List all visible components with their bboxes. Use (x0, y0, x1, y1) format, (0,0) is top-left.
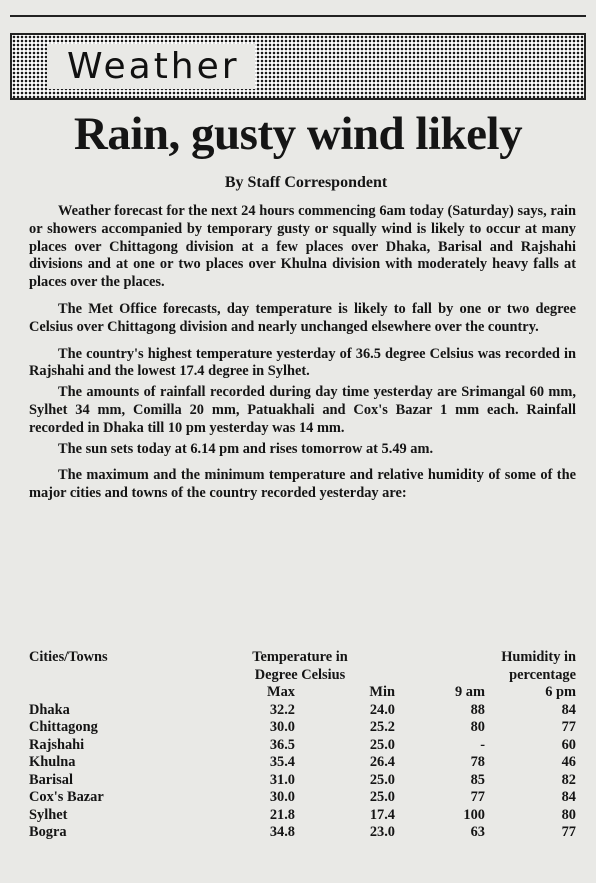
byline: By Staff Correspondent (224, 174, 388, 191)
subheader-spacer (29, 684, 205, 702)
cell-min: 26.4 (369, 754, 395, 770)
cell-city: Dhaka (29, 701, 70, 718)
cell-humidity-pm: 84 (561, 701, 576, 718)
cell-humidity-am: 88 (470, 701, 485, 718)
paragraph: The Met Office forecasts, day temperature is likely to fall by one or two degree Celsius over Chittagong division and nearly unchanged elsewhere over the country. (29, 300, 576, 335)
col-header-temperature (205, 649, 395, 667)
cell-max: 30.0 (269, 719, 295, 735)
header-spacer (29, 667, 205, 685)
cell-humidity-am: 78 (470, 754, 485, 770)
paragraph: The maximum and the minimum temperature and relative humidity of some of the major cities and towns of the country recorded yesterday are: (29, 467, 576, 502)
table-row (29, 789, 576, 807)
col-header-max: Max (267, 684, 295, 700)
cell-city: Barisal (29, 771, 73, 788)
cell-max: 35.4 (269, 754, 295, 770)
table-row (29, 754, 576, 772)
cell-max: 32.2 (269, 701, 295, 718)
cell-humidity-am: 77 (470, 789, 485, 805)
cell-city: Rajshahi (29, 736, 85, 753)
cell-city: Chittagong (29, 719, 98, 735)
cell-min: 25.0 (369, 771, 395, 788)
cell-humidity-pm: 77 (561, 719, 576, 735)
cell-city: Sylhet (29, 806, 68, 823)
cell-min: 25.0 (369, 789, 395, 805)
cell-humidity-pm: 46 (561, 754, 576, 770)
cell-max: 21.8 (269, 806, 295, 823)
cell-city: Cox's Bazar (29, 789, 104, 805)
cell-min: 23.0 (369, 824, 395, 840)
col-header-9am: 9 am (455, 684, 485, 700)
table-row (29, 807, 576, 825)
cell-humidity-pm: 80 (561, 806, 576, 823)
paragraph: The sun sets today at 6.14 pm and rises tomorrow at 5.49 am. (58, 440, 434, 457)
table-row (29, 702, 576, 720)
table-row (29, 719, 576, 737)
cell-city: Bogra (29, 824, 67, 840)
headline: Rain, gusty wind likely (73, 108, 523, 160)
col-header-city: Cities/Towns (29, 649, 108, 665)
cell-max: 34.8 (269, 824, 295, 840)
weather-table (29, 649, 576, 842)
col-header-humidity (395, 649, 576, 667)
table-header-row (29, 667, 576, 685)
temp-header-line2: Degree Celsius (254, 666, 346, 683)
cell-humidity-pm: 60 (561, 736, 576, 753)
table-header-row (29, 649, 576, 667)
top-rule (10, 15, 586, 17)
paragraph: Weather forecast for the next 24 hours commencing 6am today (Saturday) says, rain or showers accompanied by temporary gusty or squally wind is likely to occur at many places over Chittagong division at a few places over Dhaka, Barisal and Rajshahi divisions and at one or two places over Khulna division with moderately heavy falls at places over the places. (29, 203, 576, 291)
cell-humidity-am: 80 (470, 719, 485, 735)
cell-humidity-am: 100 (463, 806, 485, 823)
table-subheader-row (29, 684, 576, 702)
paragraph: The amounts of rainfall recorded during day time yesterday are Srimangal 60 mm, Sylhet 34 mm, Comilla 20 mm, Patuakhali and Cox's Bazar 1 mm each. Rainfall recorded in Dhaka till 10 pm yesterday was 14 mm. (29, 384, 576, 436)
cell-humidity-pm: 77 (561, 824, 576, 840)
cell-humidity-pm: 84 (561, 789, 576, 805)
cell-min: 24.0 (369, 701, 395, 718)
cell-humidity-am: 85 (470, 771, 485, 788)
cell-max: 36.5 (269, 736, 295, 753)
paragraph: The country's highest temperature yesterday of 36.5 degree Celsius was recorded in Rajshahi and the lowest 17.4 degree in Sylhet. (29, 345, 576, 380)
table-row (29, 772, 576, 790)
cell-humidity-am: - (480, 736, 485, 753)
article-body (29, 203, 576, 503)
temp-header-line1: Temperature in (252, 649, 348, 665)
humidity-header-line2: percentage (509, 666, 576, 683)
cell-max: 31.0 (269, 771, 295, 788)
cell-min: 25.0 (369, 736, 395, 753)
cell-min: 17.4 (369, 806, 395, 823)
cell-humidity-pm: 82 (561, 771, 576, 788)
cell-city: Khulna (29, 754, 76, 770)
cell-max: 30.0 (269, 789, 295, 805)
col-header-min: Min (369, 684, 395, 700)
cell-humidity-am: 63 (470, 824, 485, 840)
table-row (29, 737, 576, 755)
col-header-6pm: 6 pm (545, 684, 576, 700)
humidity-header-line1: Humidity in (501, 649, 576, 665)
table-row (29, 824, 576, 842)
cell-min: 25.2 (369, 719, 395, 735)
section-banner (10, 33, 586, 100)
section-label: Weather (47, 44, 255, 89)
